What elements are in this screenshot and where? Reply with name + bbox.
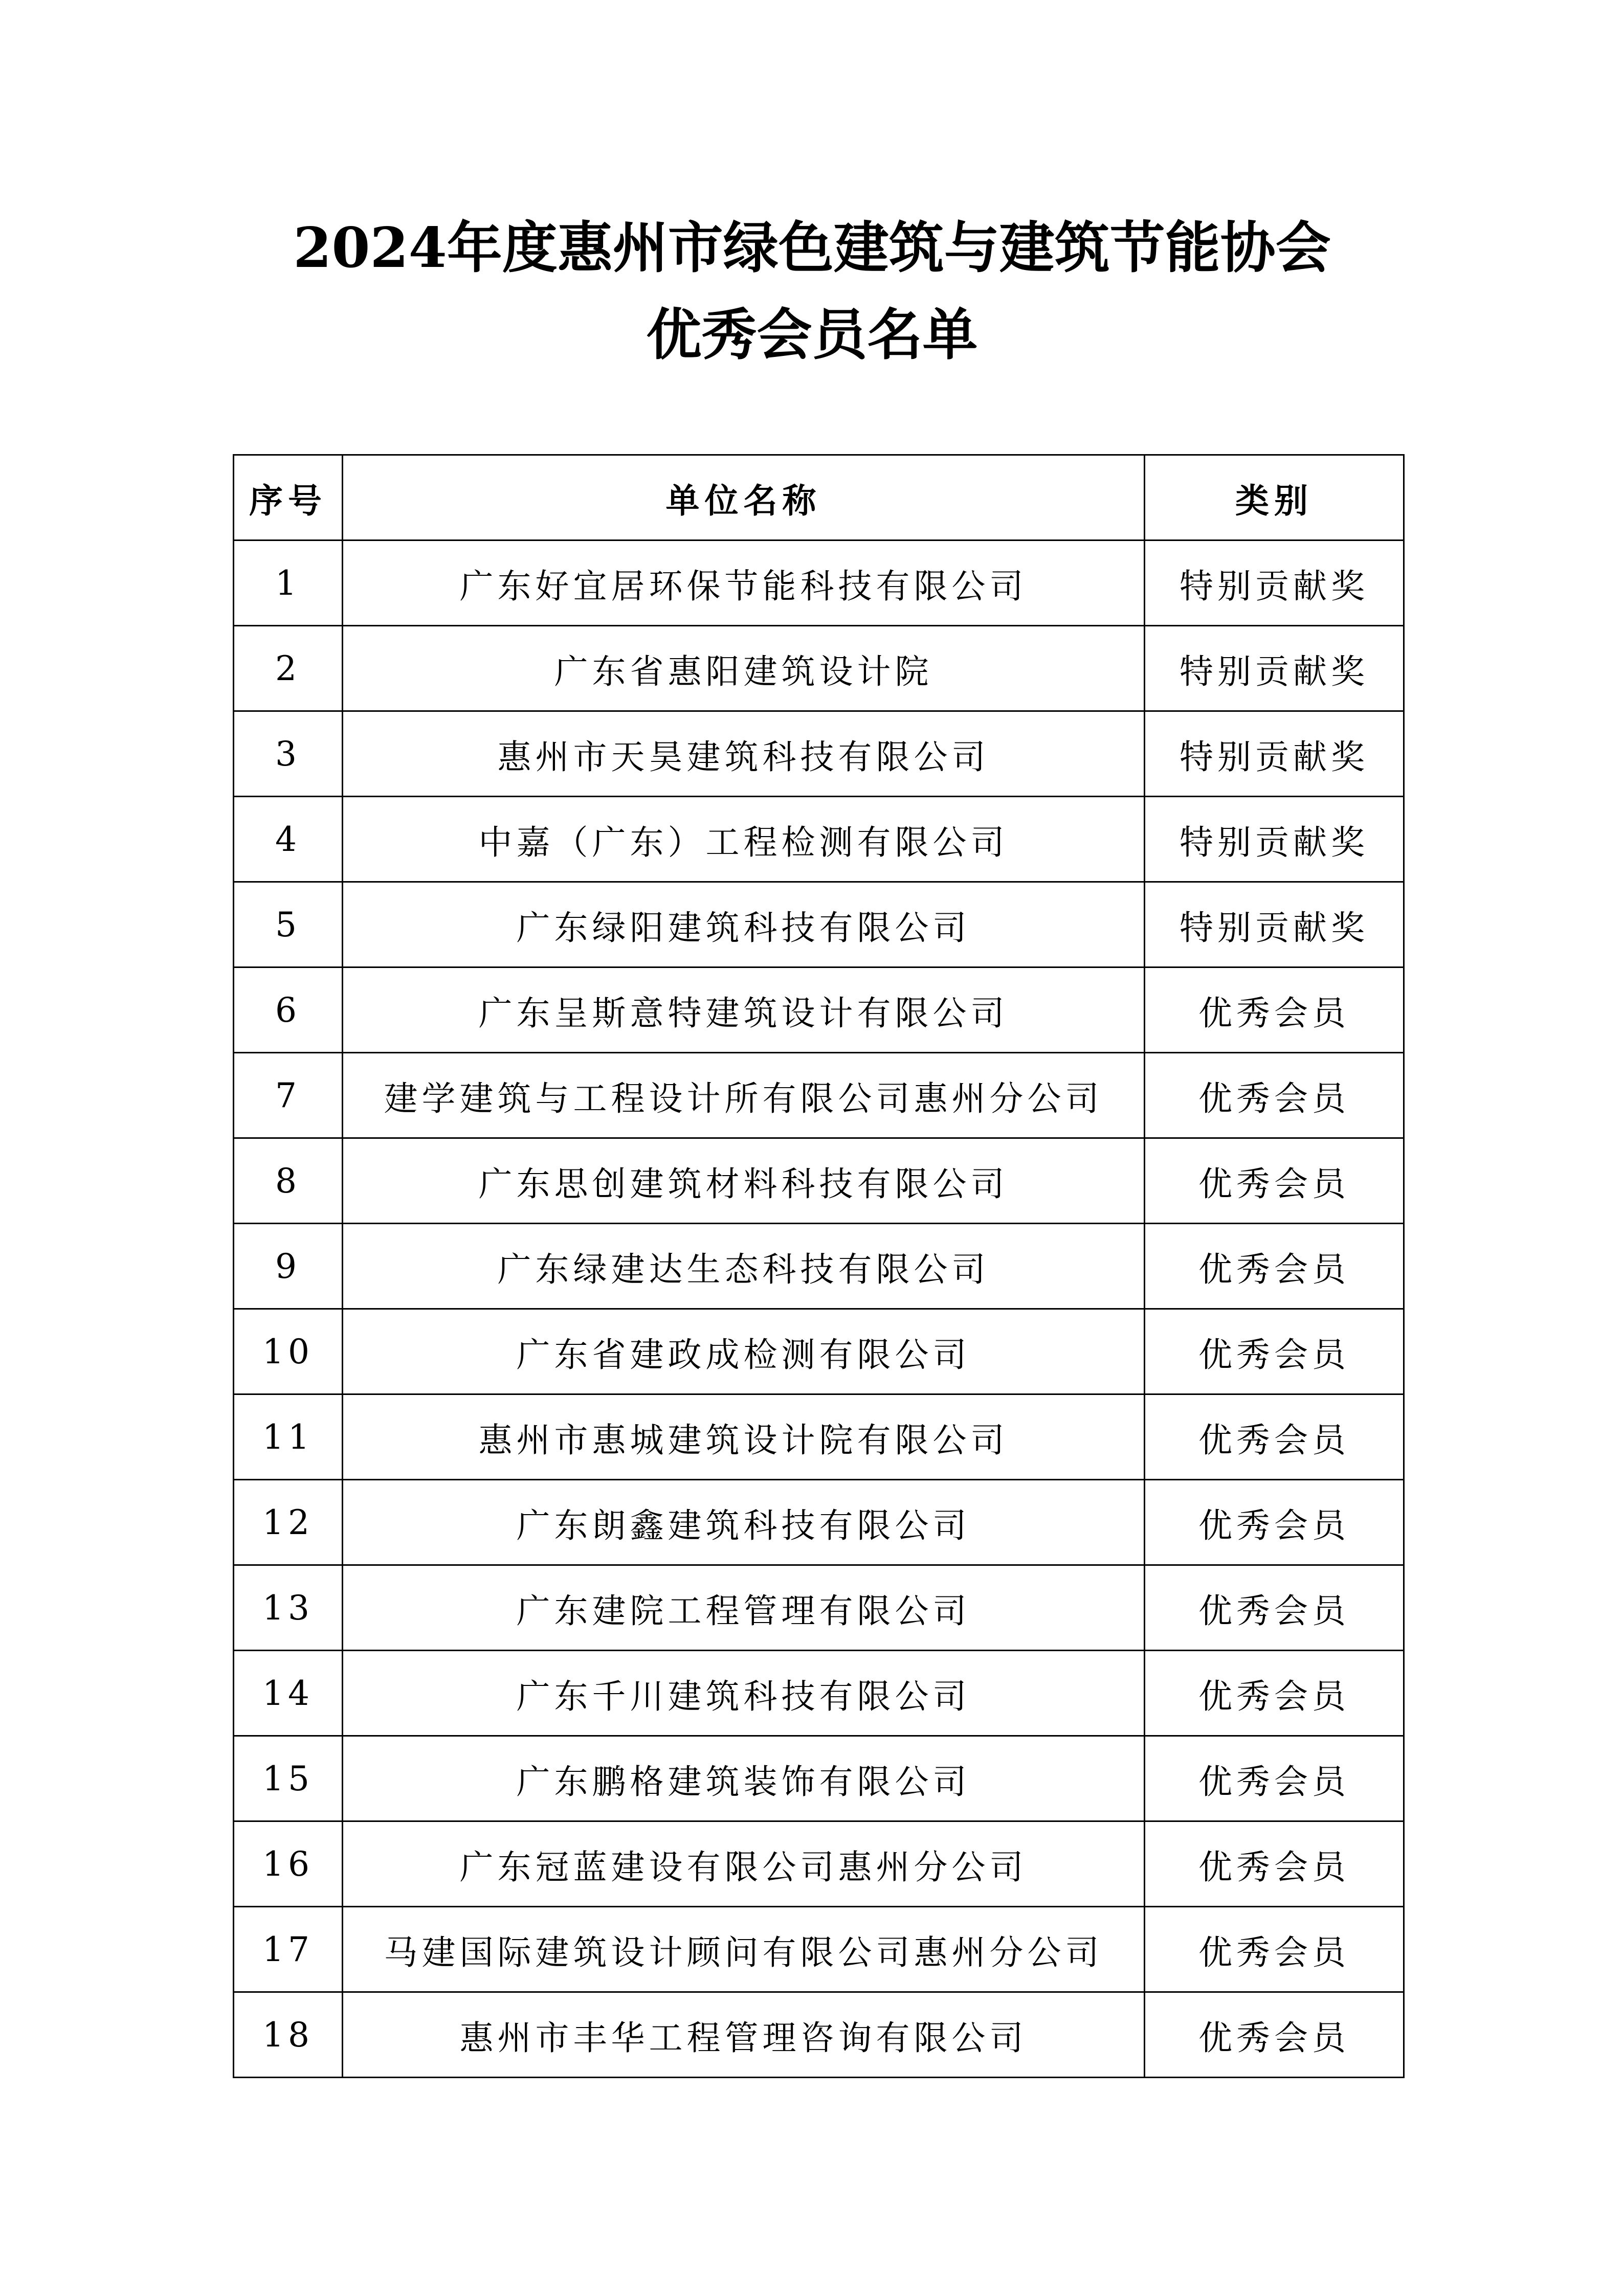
table-row (234, 1224, 1404, 1309)
row-category: 优秀会员 (1145, 1309, 1404, 1394)
row-category: 优秀会员 (1145, 1565, 1404, 1651)
table-row (234, 1651, 1404, 1736)
row-seq: 8 (234, 1138, 343, 1224)
row-category: 优秀会员 (1145, 1224, 1404, 1309)
row-name: 广东思创建筑材料科技有限公司 (343, 1138, 1145, 1224)
row-seq: 3 (234, 711, 343, 797)
header-category: 类别 (1145, 455, 1404, 541)
row-name: 广东千川建筑科技有限公司 (343, 1651, 1145, 1736)
title-line-2: 优秀会员名单 (646, 303, 978, 367)
row-seq: 17 (234, 1907, 343, 1992)
document-title (0, 205, 1624, 378)
table-row (234, 1821, 1404, 1907)
header-seq: 序号 (234, 455, 343, 541)
row-category: 特别贡献奖 (1145, 711, 1404, 797)
row-category: 优秀会员 (1145, 1821, 1404, 1907)
member-table (233, 454, 1405, 2078)
table-row (234, 1736, 1404, 1821)
table-row (234, 1480, 1404, 1565)
table-row (234, 1565, 1404, 1651)
row-seq: 18 (234, 1992, 343, 2078)
row-category: 优秀会员 (1145, 1907, 1404, 1992)
row-seq: 10 (234, 1309, 343, 1394)
row-seq: 6 (234, 967, 343, 1053)
row-name: 广东好宜居环保节能科技有限公司 (343, 541, 1145, 626)
row-category: 优秀会员 (1145, 1736, 1404, 1821)
row-seq: 9 (234, 1224, 343, 1309)
row-category: 特别贡献奖 (1145, 541, 1404, 626)
row-name: 建学建筑与工程设计所有限公司惠州分公司 (343, 1053, 1145, 1138)
row-name: 广东建院工程管理有限公司 (343, 1565, 1145, 1651)
table-header-row (234, 455, 1404, 541)
table-row (234, 1907, 1404, 1992)
row-category: 特别贡献奖 (1145, 797, 1404, 882)
row-category: 优秀会员 (1145, 1651, 1404, 1736)
row-seq: 4 (234, 797, 343, 882)
row-category: 优秀会员 (1145, 1480, 1404, 1565)
row-seq: 14 (234, 1651, 343, 1736)
row-seq: 11 (234, 1394, 343, 1480)
table-row (234, 626, 1404, 711)
table-row (234, 1138, 1404, 1224)
row-seq: 15 (234, 1736, 343, 1821)
table-row (234, 1309, 1404, 1394)
row-name: 广东绿建达生态科技有限公司 (343, 1224, 1145, 1309)
table-row (234, 541, 1404, 626)
row-seq: 5 (234, 882, 343, 967)
row-name: 中嘉（广东）工程检测有限公司 (343, 797, 1145, 882)
row-category: 优秀会员 (1145, 1053, 1404, 1138)
table-row (234, 1053, 1404, 1138)
row-seq: 16 (234, 1821, 343, 1907)
row-name: 广东冠蓝建设有限公司惠州分公司 (343, 1821, 1145, 1907)
row-name: 广东呈斯意特建筑设计有限公司 (343, 967, 1145, 1053)
row-seq: 2 (234, 626, 343, 711)
title-line-1: 2024年度惠州市绿色建筑与建筑节能协会 (293, 216, 1331, 280)
table-row (234, 1992, 1404, 2078)
row-name: 广东鹏格建筑装饰有限公司 (343, 1736, 1145, 1821)
row-name: 广东绿阳建筑科技有限公司 (343, 882, 1145, 967)
header-name: 单位名称 (343, 455, 1145, 541)
row-seq: 1 (234, 541, 343, 626)
row-name: 广东省惠阳建筑设计院 (343, 626, 1145, 711)
row-name: 惠州市天昊建筑科技有限公司 (343, 711, 1145, 797)
row-name: 惠州市惠城建筑设计院有限公司 (343, 1394, 1145, 1480)
row-name: 惠州市丰华工程管理咨询有限公司 (343, 1992, 1145, 2078)
row-seq: 7 (234, 1053, 343, 1138)
table-row (234, 967, 1404, 1053)
row-category: 优秀会员 (1145, 1394, 1404, 1480)
row-category: 优秀会员 (1145, 1992, 1404, 2078)
row-category: 优秀会员 (1145, 1138, 1404, 1224)
table-body (234, 541, 1404, 2078)
row-name: 马建国际建筑设计顾问有限公司惠州分公司 (343, 1907, 1145, 1992)
row-category: 特别贡献奖 (1145, 626, 1404, 711)
row-seq: 13 (234, 1565, 343, 1651)
row-category: 优秀会员 (1145, 967, 1404, 1053)
table-row (234, 882, 1404, 967)
table-row (234, 1394, 1404, 1480)
row-name: 广东省建政成检测有限公司 (343, 1309, 1145, 1394)
row-category: 特别贡献奖 (1145, 882, 1404, 967)
row-seq: 12 (234, 1480, 343, 1565)
table-row (234, 711, 1404, 797)
row-name: 广东朗鑫建筑科技有限公司 (343, 1480, 1145, 1565)
table-row (234, 797, 1404, 882)
